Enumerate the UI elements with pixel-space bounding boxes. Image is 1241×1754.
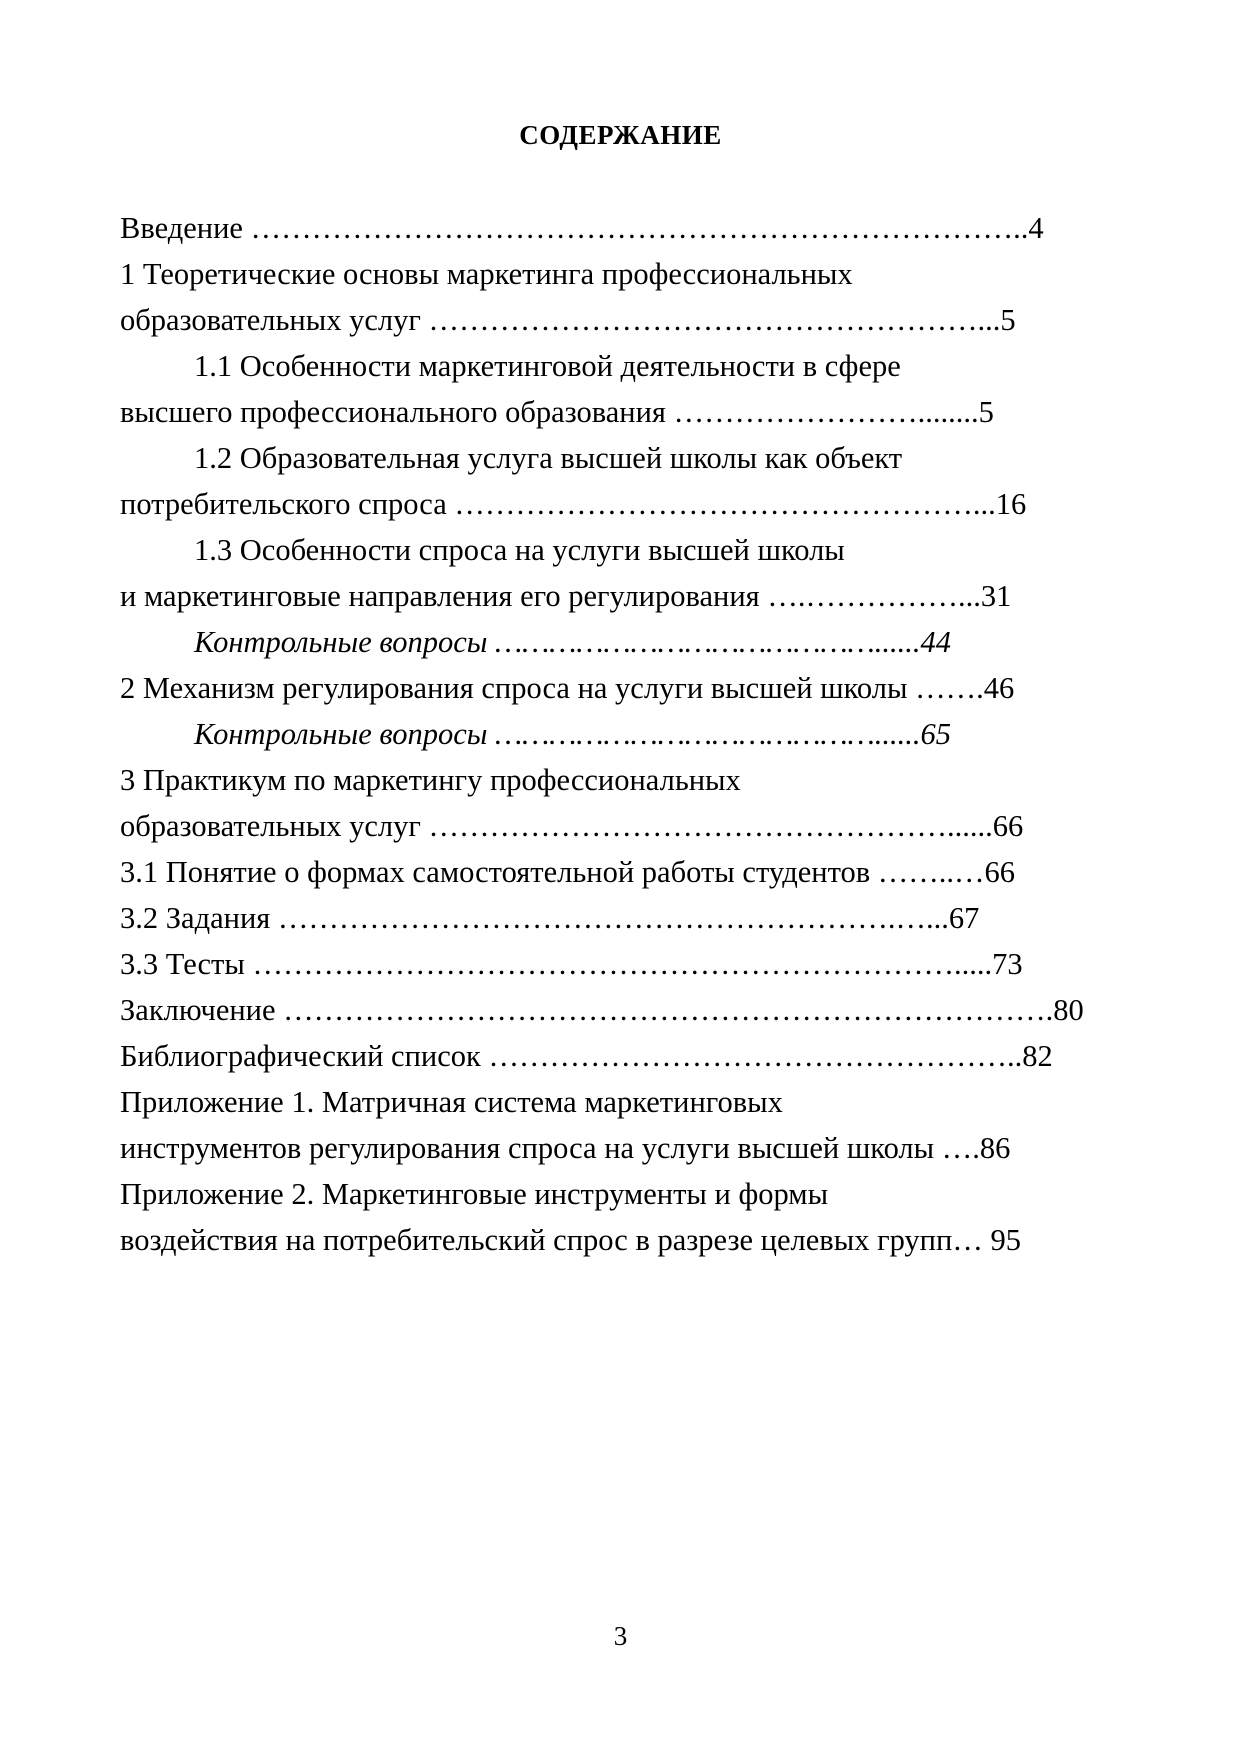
toc-line: 3 Практикум по маркетингу профессиональных — [120, 763, 741, 797]
table-of-contents — [120, 205, 1120, 1263]
toc-line: Контрольные вопросы ……………………………………......44 — [194, 625, 951, 659]
toc-line: Введение …………………………………………………………………..4 — [120, 211, 1044, 245]
toc-line: Приложение 2. Маркетинговые инструменты и формы — [120, 1177, 829, 1211]
toc-line: потребительского спроса ……………………………………………...16 — [120, 487, 1027, 521]
toc-line: и маркетинговые направления его регулирования ….……………...31 — [120, 579, 1012, 613]
toc-line: образовательных услуг ……………………………………………......66 — [120, 809, 1024, 843]
page-number: 3 — [613, 1621, 628, 1651]
toc-line: Библиографический список ……………………………………………..82 — [120, 1039, 1053, 1073]
toc-line: 3.3 Тесты …………………………………………………………….....73 — [120, 947, 1023, 981]
toc-line: образовательных услуг ………………………………………………...5 — [120, 303, 1016, 337]
toc-line: высшего профессионального образования ……………………........5 — [120, 395, 994, 429]
toc-line: Контрольные вопросы ……………………………………......65 — [194, 717, 951, 751]
toc-line: 1.1 Особенности маркетинговой деятельности в сфере — [194, 349, 901, 383]
toc-line: 3.2 Задания …………………………………………………….…...67 — [120, 901, 980, 935]
toc-line: 1.2 Образовательная услуга высшей школы как объект — [194, 441, 903, 475]
toc-line: Приложение 1. Матричная система маркетинговых — [120, 1085, 783, 1119]
toc-line: 2 Механизм регулирования спроса на услуги высшей школы …….46 — [120, 671, 1015, 705]
toc-line: Заключение ………………………………………………………………….80 — [120, 993, 1084, 1027]
toc-line: 1 Теоретические основы маркетинга профессиональных — [120, 257, 853, 291]
page-title: СОДЕРЖАНИЕ — [519, 120, 722, 150]
toc-line: инструментов регулирования спроса на услуги высшей школы ….86 — [120, 1131, 1011, 1165]
toc-line: воздействия на потребительский спрос в разрезе целевых групп… 95 — [120, 1223, 1021, 1257]
toc-line: 3.1 Понятие о формах самостоятельной работы студентов ……..…66 — [120, 855, 1016, 889]
toc-line: 1.3 Особенности спроса на услуги высшей школы — [194, 533, 845, 567]
